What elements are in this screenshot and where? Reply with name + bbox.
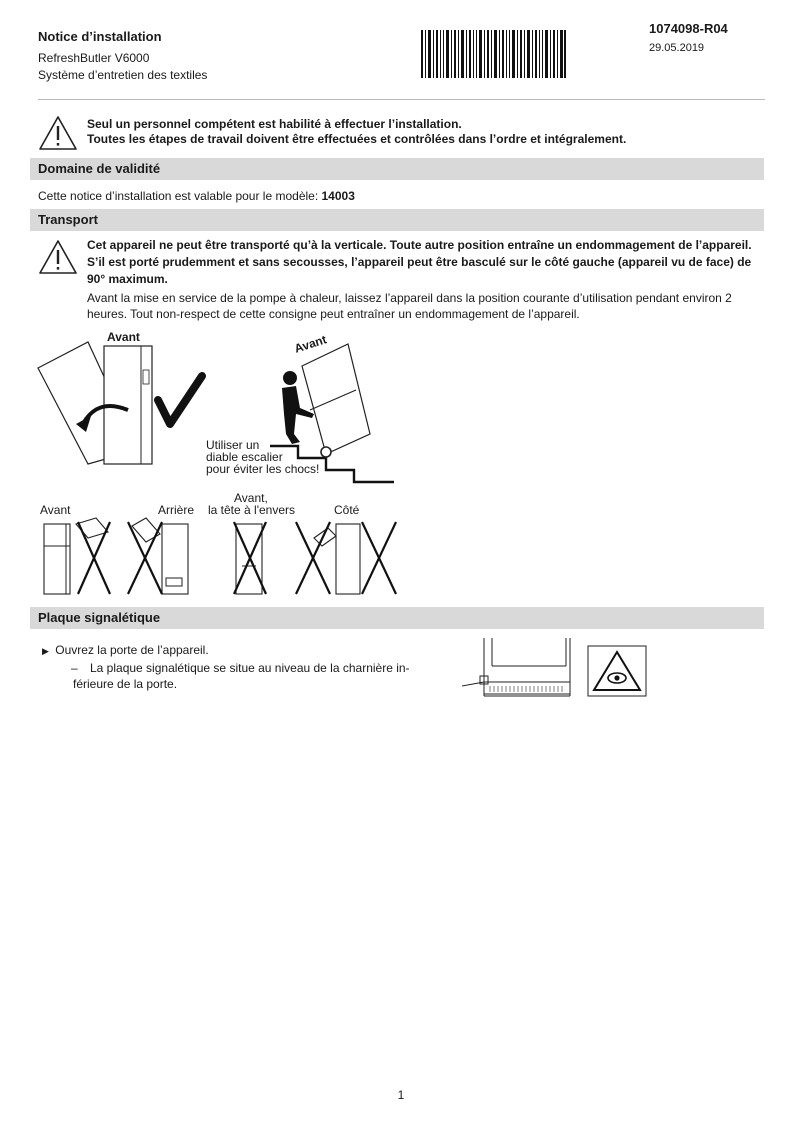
transport-warning-3: 90° maximum. — [87, 272, 168, 286]
header-divider — [38, 99, 765, 100]
label-avant-upright: Avant — [107, 330, 140, 344]
warning-triangle-icon — [38, 239, 78, 275]
label-side: Côté — [334, 503, 360, 517]
section-plate-heading: Plaque signalétique — [30, 607, 764, 629]
product-name: RefreshButler V6000 — [38, 51, 150, 65]
warning-triangle-icon — [38, 115, 78, 151]
product-subtitle: Système d’entretien des textiles — [38, 68, 208, 82]
label-avant-tilted: Avant — [292, 332, 329, 356]
transport-warning-2: S’il est porté prudemment et sans secousses, l’appareil peut être basculé sur le côté gauche (appareil vu de face) de — [87, 255, 752, 269]
document-title: Notice d’installation — [38, 29, 162, 44]
step-bullet-icon: ▶ — [42, 646, 49, 656]
section-transport-heading: Transport — [30, 209, 764, 231]
label-upside-1: Avant, — [234, 491, 268, 505]
page-number: 1 — [397, 1088, 405, 1102]
barcode — [421, 30, 566, 78]
plate-detail-1: La plaque signalétique se situe au niveau de la charnière in- — [90, 661, 410, 675]
validity-label: Cette notice d’installation est valable pour le modèle: — [38, 189, 322, 203]
transport-note-2: heures. Tout non-respect de cette consigne peut entraîner un endommagement de l’appareil. — [87, 307, 580, 321]
document-date: 29.05.2019 — [649, 42, 705, 54]
warning-steps: Toutes les étapes de travail doivent être effectuées et contrôlées dans l’ordre et intégralement. — [87, 132, 627, 146]
label-front: Avant — [40, 503, 71, 517]
transport-note-1: Avant la mise en service de la pompe à chaleur, laissez l’appareil dans la position courante d’utilisation pendant environ 2 — [87, 291, 732, 305]
warning-staff: Seul un personnel compétent est habilité à effectuer l’installation. — [87, 117, 462, 131]
validity-text — [38, 188, 355, 205]
label-back: Arrière — [158, 503, 195, 517]
document-number: 1074098-R04 — [649, 21, 728, 36]
section-validity-heading: Domaine de validité — [30, 158, 764, 180]
label-stair-3: pour éviter les chocs! — [206, 462, 320, 476]
label-upside-2: la tête à l'envers — [208, 503, 296, 517]
plate-step-text: Ouvrez la porte de l’appareil. — [55, 643, 209, 657]
label-stair-1: Utiliser un — [206, 438, 260, 452]
plate-detail-2: férieure de la porte. — [73, 677, 178, 691]
nameplate-location-illustration — [462, 638, 650, 704]
forbidden-positions-illustration — [38, 516, 400, 598]
transport-warning-1: Cet appareil ne peut être transporté qu’à la verticale. Toute autre position entraîne un endommagement de l’appareil. — [87, 238, 752, 252]
tilt-allowed-illustration — [36, 332, 216, 467]
validity-model: 14003 — [321, 189, 355, 203]
label-stair-2: diable escalier — [206, 450, 283, 464]
plate-detail-dash: – — [71, 661, 78, 675]
plate-step — [42, 642, 209, 660]
